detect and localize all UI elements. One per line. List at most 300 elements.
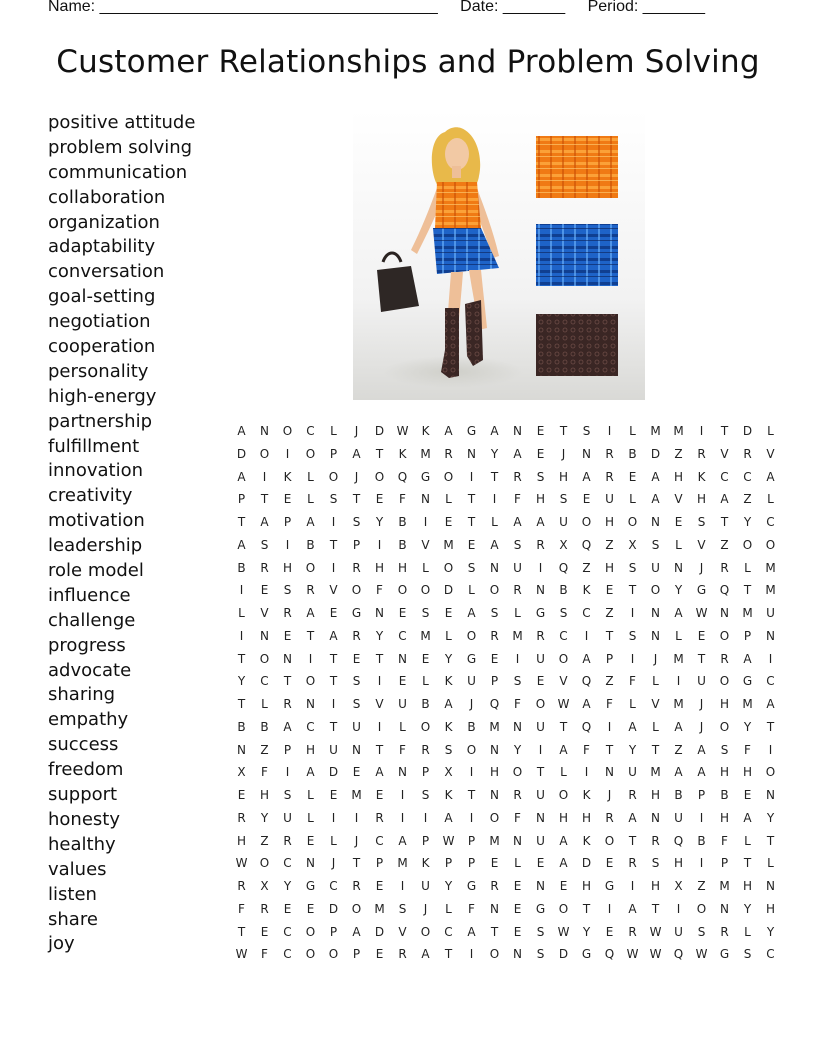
grid-row <box>230 420 782 443</box>
grid-letter: C <box>766 947 775 962</box>
page-title: Customer Relationships and Problem Solving <box>56 44 760 80</box>
grid-letter: W <box>695 606 708 620</box>
grid-letter: H <box>305 742 316 757</box>
grid-letter: U <box>421 879 430 893</box>
grid-letter: U <box>628 765 637 780</box>
grid-letter: T <box>559 424 568 438</box>
grid-letter: R <box>628 924 637 939</box>
grid-letter: A <box>283 719 292 734</box>
grid-letter: V <box>421 537 430 552</box>
grid-letter: I <box>285 446 290 461</box>
grid-letter: N <box>513 833 522 848</box>
grid-letter: L <box>629 697 636 711</box>
grid-letter: N <box>605 765 614 780</box>
grid-letter: X <box>237 765 246 780</box>
grid-row <box>230 830 782 853</box>
grid-letter: S <box>283 583 292 598</box>
grid-letter: M <box>673 424 684 438</box>
grid-letter: K <box>582 583 591 598</box>
grid-letter: L <box>330 833 337 848</box>
grid-letter: R <box>513 583 522 598</box>
grid-letter: U <box>674 810 683 825</box>
grid-letter: N <box>490 560 499 575</box>
grid-letter: L <box>514 606 521 620</box>
grid-letter: R <box>513 469 522 484</box>
grid-letter: T <box>329 719 338 734</box>
grid-letter: I <box>308 651 313 666</box>
grid-letter: L <box>514 856 521 871</box>
grid-letter: G <box>696 583 707 598</box>
grid-letter: H <box>742 765 753 780</box>
grid-letter: T <box>559 719 568 734</box>
grid-letter: R <box>651 833 660 848</box>
grid-letter: A <box>582 651 591 666</box>
grid-letter: S <box>720 742 729 757</box>
grid-letter: T <box>697 651 706 666</box>
grid-letter: K <box>444 788 453 802</box>
grid-letter: F <box>514 810 521 825</box>
grid-letter: E <box>444 606 453 620</box>
word-bank-item: role model <box>48 560 144 582</box>
grid-letter: E <box>743 788 752 802</box>
grid-letter: H <box>558 469 569 484</box>
grid-letter: S <box>421 606 430 620</box>
word-bank-item: advocate <box>48 659 132 681</box>
word-bank-item: motivation <box>48 510 145 532</box>
grid-letter: E <box>628 469 637 484</box>
grid-letter: N <box>536 583 545 598</box>
grid-letter: I <box>331 810 336 825</box>
grid-letter: V <box>375 697 384 711</box>
grid-letter: J <box>423 901 428 916</box>
word-bank-item: values <box>48 858 107 880</box>
grid-letter: S <box>651 537 660 552</box>
grid-letter: F <box>721 833 728 848</box>
grid-letter: S <box>559 606 568 620</box>
grid-letter: Y <box>237 674 246 689</box>
grid-letter: U <box>559 515 568 529</box>
grid-letter: E <box>352 651 361 666</box>
grid-letter: B <box>720 788 729 802</box>
word-bank-item: negotiation <box>48 311 151 333</box>
grid-letter: Q <box>673 947 684 962</box>
grid-letter: Q <box>604 947 615 962</box>
grid-letter: I <box>285 765 290 780</box>
grid-letter: A <box>237 537 246 552</box>
grid-letter: Y <box>283 879 292 893</box>
grid-letter: L <box>422 560 429 575</box>
grid-letter: S <box>628 560 637 575</box>
grid-letter: Q <box>581 719 592 734</box>
grid-letter: I <box>699 810 704 825</box>
grid-letter: E <box>536 856 545 871</box>
grid-letter: E <box>352 765 361 780</box>
word-bank-item: healthy <box>48 833 116 855</box>
grid-letter: N <box>766 788 775 802</box>
grid-letter: U <box>536 788 545 802</box>
grid-letter: F <box>399 492 406 507</box>
grid-letter: P <box>375 856 384 871</box>
grid-letter: X <box>444 765 453 780</box>
grid-letter: E <box>329 788 338 802</box>
grid-letter: C <box>283 924 292 939</box>
grid-letter: A <box>720 492 729 507</box>
grid-letter: M <box>443 537 454 552</box>
grid-letter: S <box>513 674 522 689</box>
grid-letter: L <box>468 583 475 598</box>
grid-letter: D <box>374 924 385 939</box>
grid-letter: I <box>262 469 267 484</box>
grid-letter: Q <box>581 674 592 689</box>
grid-letter: X <box>559 537 568 552</box>
grid-letter: A <box>490 424 499 438</box>
grid-letter: S <box>536 947 545 962</box>
grid-letter: C <box>559 628 568 643</box>
grid-row <box>230 625 782 648</box>
grid-letter: U <box>329 742 338 757</box>
word-bank-item: support <box>48 784 118 806</box>
grid-letter: K <box>283 469 292 484</box>
grid-letter: S <box>490 606 499 620</box>
grid-letter: U <box>398 697 407 711</box>
grid-letter: M <box>489 719 500 734</box>
grid-letter: E <box>421 651 430 666</box>
grid-letter: Y <box>582 924 591 939</box>
grid-letter: T <box>237 924 246 939</box>
grid-letter: Y <box>444 651 453 666</box>
grid-letter: A <box>237 469 246 484</box>
grid-letter: H <box>696 492 707 507</box>
grid-letter: P <box>605 651 614 666</box>
grid-letter: A <box>237 424 246 438</box>
grid-letter: Y <box>743 901 752 916</box>
grid-letter: O <box>719 628 730 643</box>
grid-letter: L <box>652 719 659 734</box>
grid-letter: W <box>557 924 570 939</box>
grid-row <box>230 579 782 602</box>
grid-letter: H <box>581 879 592 893</box>
grid-letter: M <box>765 560 776 575</box>
word-bank-item: personality <box>48 360 149 382</box>
grid-letter: N <box>766 628 775 643</box>
grid-letter: P <box>743 628 752 643</box>
grid-letter: G <box>420 469 431 484</box>
grid-letter: A <box>398 833 407 848</box>
grid-letter: I <box>676 674 681 689</box>
grid-letter: G <box>742 674 753 689</box>
grid-letter: L <box>261 697 268 711</box>
grid-letter: P <box>237 492 246 507</box>
grid-letter: Y <box>628 742 637 757</box>
grid-letter: O <box>443 560 454 575</box>
grid-letter: T <box>237 515 246 529</box>
grid-letter: P <box>467 833 476 848</box>
grid-letter: O <box>650 583 661 598</box>
grid-letter: F <box>629 674 636 689</box>
grid-letter: E <box>283 628 292 643</box>
grid-letter: J <box>653 651 658 666</box>
grid-letter: C <box>766 515 775 529</box>
grid-letter: O <box>420 583 431 598</box>
grid-letter: O <box>558 788 569 802</box>
grid-letter: A <box>306 765 315 780</box>
grid-letter: M <box>351 788 362 802</box>
grid-letter: C <box>743 469 752 484</box>
grid-letter: R <box>237 879 246 893</box>
grid-letter: L <box>629 492 636 507</box>
grid-letter: J <box>699 719 704 734</box>
grid-letter: C <box>306 424 315 438</box>
grid-letter: H <box>581 810 592 825</box>
grid-letter: D <box>374 424 385 438</box>
grid-letter: H <box>397 560 408 575</box>
grid-letter: Q <box>558 560 569 575</box>
grid-letter: O <box>397 583 408 598</box>
grid-letter: V <box>674 492 683 507</box>
grid-letter: B <box>559 583 568 598</box>
grid-letter: I <box>538 560 543 575</box>
grid-letter: I <box>676 901 681 916</box>
grid-letter: W <box>235 947 248 962</box>
word-bank-item: empathy <box>48 709 129 731</box>
grid-row <box>230 466 782 489</box>
grid-letter: Z <box>260 742 269 757</box>
grid-letter: A <box>329 628 338 643</box>
grid-letter: N <box>513 424 522 438</box>
grid-letter: N <box>720 606 729 620</box>
grid-letter: O <box>420 924 431 939</box>
grid-letter: T <box>743 583 752 598</box>
word-bank-item: conversation <box>48 261 165 283</box>
grid-row <box>230 921 782 944</box>
grid-letter: O <box>765 765 776 780</box>
grid-letter: C <box>329 879 338 893</box>
grid-letter: I <box>768 742 773 757</box>
grid-letter: P <box>467 856 476 871</box>
grid-letter: V <box>651 697 660 711</box>
grid-letter: R <box>283 606 292 620</box>
grid-letter: O <box>489 810 500 825</box>
grid-row <box>230 534 782 557</box>
grid-letter: I <box>400 879 405 893</box>
grid-row <box>230 557 782 580</box>
grid-letter: E <box>306 901 315 916</box>
grid-letter: E <box>536 424 545 438</box>
grid-letter: T <box>237 651 246 666</box>
grid-letter: O <box>604 833 615 848</box>
grid-letter: N <box>283 651 292 666</box>
grid-letter: I <box>331 515 336 529</box>
grid-letter: L <box>307 492 314 507</box>
grid-letter: F <box>468 901 475 916</box>
grid-letter: A <box>674 765 683 780</box>
grid-letter: N <box>766 879 775 893</box>
word-bank-item: joy <box>48 933 75 955</box>
grid-letter: A <box>743 810 752 825</box>
word-bank-item: collaboration <box>48 186 166 208</box>
grid-letter: O <box>719 674 730 689</box>
grid-letter: T <box>720 515 729 529</box>
grid-letter: L <box>307 469 314 484</box>
grid-letter: T <box>237 697 246 711</box>
grid-letter: X <box>628 537 637 552</box>
grid-letter: P <box>697 788 706 802</box>
grid-letter: I <box>699 424 704 438</box>
grid-letter: M <box>765 583 776 598</box>
grid-letter: O <box>742 537 753 552</box>
grid-letter: E <box>582 492 591 507</box>
grid-letter: O <box>305 924 316 939</box>
grid-row <box>230 511 782 534</box>
word-bank <box>48 111 195 957</box>
grid-letter: B <box>421 697 430 711</box>
grid-letter: C <box>444 924 453 939</box>
grid-row <box>230 716 782 739</box>
grid-letter: P <box>329 924 338 939</box>
grid-letter: H <box>650 879 661 893</box>
grid-letter: B <box>398 537 407 552</box>
grid-letter: L <box>767 424 774 438</box>
grid-letter: R <box>352 879 361 893</box>
grid-letter: A <box>743 651 752 666</box>
grid-letter: L <box>744 924 751 939</box>
grid-letter: N <box>490 742 499 757</box>
grid-letter: S <box>444 742 453 757</box>
grid-letter: J <box>354 424 359 438</box>
grid-letter: T <box>375 446 384 461</box>
grid-letter: O <box>305 674 316 689</box>
grid-letter: Q <box>719 583 730 598</box>
grid-letter: G <box>604 879 615 893</box>
grid-letter: Y <box>766 810 775 825</box>
grid-letter: L <box>422 674 429 689</box>
grid-letter: T <box>490 924 499 939</box>
grid-letter: P <box>352 537 361 552</box>
grid-row <box>230 784 782 807</box>
grid-letter: L <box>767 856 774 871</box>
grid-letter: U <box>536 651 545 666</box>
grid-letter: T <box>329 651 338 666</box>
word-bank-item: progress <box>48 634 126 656</box>
grid-letter: X <box>260 879 269 893</box>
grid-letter: L <box>307 810 314 825</box>
grid-letter: L <box>560 765 567 780</box>
grid-letter: E <box>513 924 522 939</box>
grid-letter: N <box>421 492 430 507</box>
grid-letter: E <box>375 492 384 507</box>
grid-row <box>230 443 782 466</box>
grid-letter: A <box>697 742 706 757</box>
grid-letter: A <box>467 924 476 939</box>
grid-letter: Q <box>489 697 500 711</box>
grid-letter: B <box>467 719 476 734</box>
fashion-model-illustration <box>353 110 645 400</box>
grid-letter: P <box>283 742 292 757</box>
grid-letter: L <box>767 492 774 507</box>
grid-letter: E <box>490 651 499 666</box>
grid-letter: U <box>283 810 292 825</box>
name-field-label: Name: ______________________________________ <box>48 0 438 15</box>
grid-letter: I <box>400 788 405 802</box>
word-bank-item: success <box>48 734 119 756</box>
grid-letter: I <box>538 742 543 757</box>
grid-letter: N <box>720 901 729 916</box>
grid-letter: A <box>421 947 430 962</box>
grid-letter: T <box>329 674 338 689</box>
grid-letter: O <box>466 628 477 643</box>
grid-letter: K <box>444 674 453 689</box>
grid-letter: T <box>283 674 292 689</box>
grid-letter: E <box>375 947 384 962</box>
grid-letter: M <box>673 651 684 666</box>
grid-letter: F <box>514 697 521 711</box>
grid-letter: E <box>674 515 683 529</box>
word-bank-item: partnership <box>48 410 153 432</box>
grid-letter: K <box>697 469 706 484</box>
grid-letter: P <box>421 765 430 780</box>
grid-letter: T <box>628 833 637 848</box>
grid-letter: M <box>742 606 753 620</box>
grid-letter: R <box>260 901 269 916</box>
grid-letter: A <box>628 810 637 825</box>
grid-letter: Y <box>490 446 499 461</box>
grid-letter: K <box>398 446 407 461</box>
grid-letter: B <box>674 788 683 802</box>
grid-letter: C <box>260 674 269 689</box>
grid-letter: D <box>236 446 247 461</box>
grid-letter: Y <box>260 810 269 825</box>
grid-letter: G <box>581 947 592 962</box>
grid-letter: E <box>605 583 614 598</box>
grid-letter: Z <box>605 674 614 689</box>
grid-letter: L <box>330 424 337 438</box>
grid-letter: R <box>605 810 614 825</box>
grid-letter: N <box>651 606 660 620</box>
grid-letter: J <box>354 469 359 484</box>
grid-letter: R <box>283 697 292 711</box>
word-bank-item: honesty <box>48 808 120 830</box>
grid-letter: H <box>236 833 247 848</box>
grid-letter: O <box>489 947 500 962</box>
grid-letter: Y <box>375 628 384 643</box>
grid-letter: R <box>720 651 729 666</box>
grid-letter: V <box>766 446 775 461</box>
grid-letter: S <box>421 788 430 802</box>
grid-letter: E <box>536 446 545 461</box>
grid-letter: Y <box>766 924 775 939</box>
grid-letter: O <box>328 469 339 484</box>
grid-letter: S <box>352 515 361 529</box>
grid-letter: G <box>466 651 477 666</box>
grid-letter: N <box>260 628 269 643</box>
grid-letter: A <box>697 765 706 780</box>
grid-letter: Y <box>743 515 752 529</box>
word-bank-item: problem solving <box>48 136 193 158</box>
grid-letter: R <box>536 628 545 643</box>
word-bank-item: innovation <box>48 460 143 482</box>
grid-letter: U <box>536 833 545 848</box>
grid-letter: T <box>605 628 614 643</box>
grid-row <box>230 807 782 830</box>
grid-letter: A <box>490 537 499 552</box>
grid-letter: I <box>331 697 336 711</box>
word-bank-item: influence <box>48 584 131 606</box>
grid-letter: K <box>444 719 453 734</box>
grid-letter: I <box>630 606 635 620</box>
grid-letter: J <box>354 833 359 848</box>
grid-letter: R <box>536 537 545 552</box>
grid-letter: I <box>630 651 635 666</box>
